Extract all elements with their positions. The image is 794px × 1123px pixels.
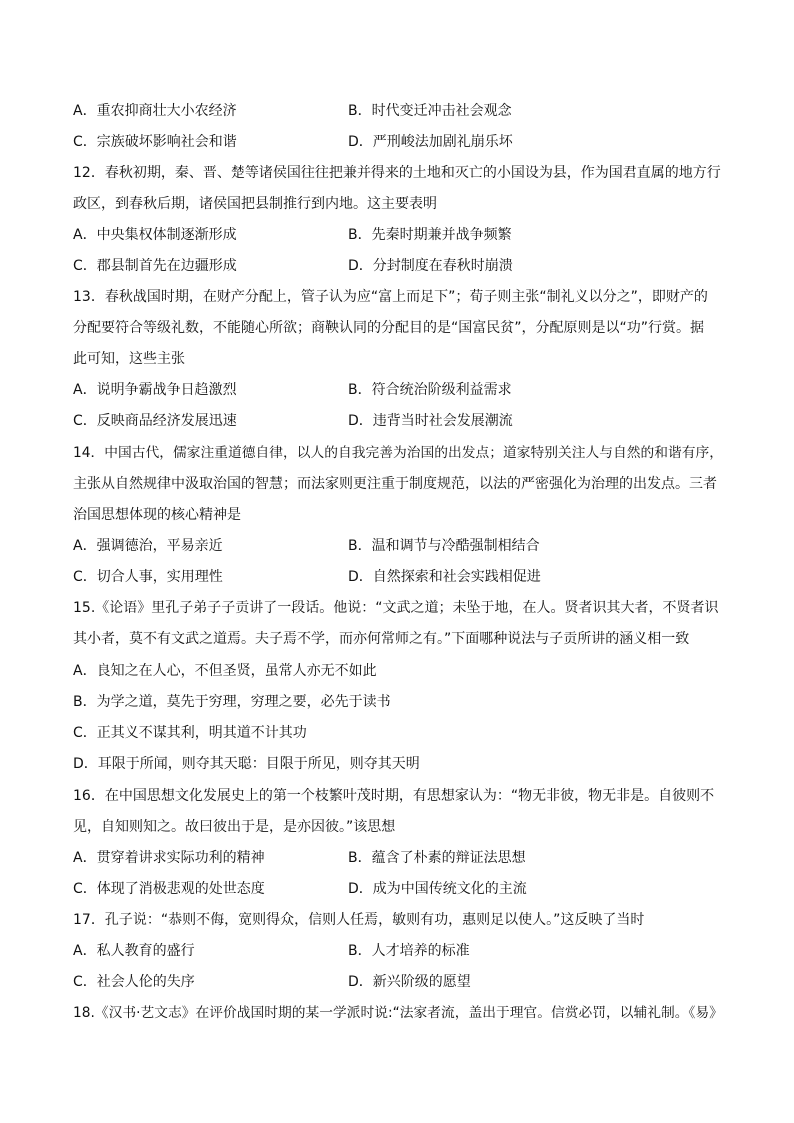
q16-option-c: C．体现了消极悲观的处世态度 <box>73 881 265 897</box>
q15-stem-line-1: 15.《论语》里孔子弟子子贡讲了一段话。他说：“文武之道；未坠于地，在人。贤者识其大者，不贤者识 <box>73 600 719 616</box>
q14-option-c: C．切合人事，实用理性 <box>73 569 223 585</box>
q16-option-b: B．蕴含了朴素的辩证法思想 <box>348 850 526 866</box>
q17-option-c: C．社会人伦的失序 <box>73 974 195 990</box>
q17-option-d: D．新兴阶级的愿望 <box>348 974 471 990</box>
q14-stem-line-1: 14．中国古代，儒家注重道德自律，以人的自我完善为治国的出发点；道家特别关注人与自然的和谐有序， <box>73 445 723 461</box>
q13-stem-line-1: 13．春秋战国时期，在财产分配上，管子认为应“富上而足下”；荀子则主张“制礼义以分之”，即财产的 <box>73 289 708 305</box>
q11-option-a: A．重农抑商壮大小农经济 <box>73 103 237 119</box>
q16-option-a: A．贯穿着讲求实际功利的精神 <box>73 850 265 866</box>
q12-option-b: B．先秦时期兼并战争频繁 <box>348 227 512 243</box>
q14-option-a: A．强调德治，平易亲近 <box>73 538 223 554</box>
q12-option-a: A．中央集权体制逐渐形成 <box>73 227 237 243</box>
q13-option-a: A．说明争霸战争日趋激烈 <box>73 382 237 398</box>
q12-stem-line-2: 政区，到春秋后期，诸侯国把县制推行到内地。这主要表明 <box>73 196 437 212</box>
q13-option-d: D．违背当时社会发展潮流 <box>348 413 513 429</box>
q13-stem-line-2: 分配要符合等级礼数，不能随心所欲；商鞅认同的分配目的是“国富民贫”，分配原则是以“功”行赏。据 <box>73 320 705 336</box>
q11-option-d: D．严刑峻法加剧礼崩乐坏 <box>348 134 513 150</box>
q14-stem-line-3: 治国思想体现的核心精神是 <box>73 507 241 523</box>
q14-stem-line-2: 主张从自然规律中汲取治国的智慧；而法家则更注重于制度规范，以法的严密强化为治理的出发点。三者 <box>73 476 717 492</box>
q13-option-b: B．符合统治阶级利益需求 <box>348 382 512 398</box>
q17-option-b: B．人才培养的标准 <box>348 943 470 959</box>
q16-stem-line-2: 见，自知则知之。故曰彼出于是，是亦因彼。”该思想 <box>73 819 396 835</box>
q17-stem-line-1: 17．孔子说：“恭则不侮，宽则得众，信则人任焉，敏则有功，惠则足以使人。”这反映了当时 <box>73 912 645 928</box>
q15-option-b: B．为学之道，莫先于穷理，穷理之要，必先于读书 <box>73 694 391 710</box>
q16-option-d: D．成为中国传统文化的主流 <box>348 881 527 897</box>
q16-stem-line-1: 16．在中国思想文化发展史上的第一个枝繁叶茂时期，有思想家认为：“物无非彼，物无非是。自彼则不 <box>73 788 715 804</box>
q15-stem-line-2: 其小者，莫不有文武之道焉。夫子焉不学，而亦何常师之有。”下面哪种说法与子贡所讲的涵义相一致 <box>73 631 690 647</box>
q17-option-a: A．私人教育的盛行 <box>73 943 195 959</box>
q11-option-c: C．宗族破坏影响社会和谐 <box>73 134 237 150</box>
q15-option-d: D．耳限于所闻，则夺其天聪：目限于所见，则夺其天明 <box>73 756 420 772</box>
q13-option-c: C．反映商品经济发展迅速 <box>73 413 237 429</box>
q13-stem-line-3: 此可知，这些主张 <box>73 351 185 367</box>
q11-option-b: B．时代变迁冲击社会观念 <box>348 103 512 119</box>
q12-stem-line-1: 12．春秋初期，秦、晋、楚等诸侯国往往把兼并得来的土地和灭亡的小国设为县，作为国君直属的地方行 <box>73 165 721 181</box>
q15-option-a: A．良知之在人心，不但圣贤，虽常人亦无不如此 <box>73 663 377 679</box>
q12-option-c: C．郡县制首先在边疆形成 <box>73 258 237 274</box>
q14-option-d: D．自然探索和社会实践相促进 <box>348 569 541 585</box>
q12-option-d: D．分封制度在春秋时崩溃 <box>348 258 513 274</box>
q15-option-c: C．正其义不谋其利，明其道不计其功 <box>73 725 307 741</box>
q14-option-b: B．温和调节与冷酷强制相结合 <box>348 538 540 554</box>
q18-stem-line-1: 18.《汉书·艺文志》在评价战国时期的某一学派时说:“法家者流，盖出于理官。信赏必罚，以辅礼制。《易》 <box>73 1005 723 1021</box>
